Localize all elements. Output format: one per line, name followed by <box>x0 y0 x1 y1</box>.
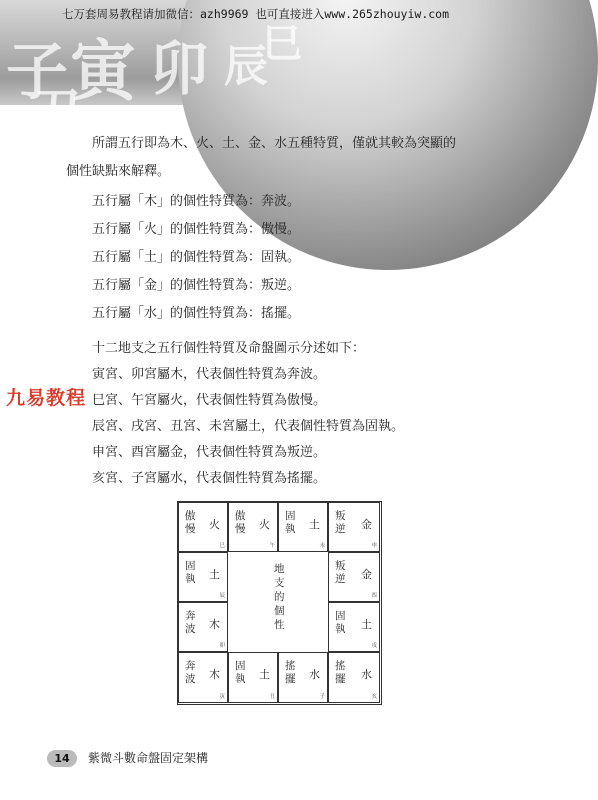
palace-yin <box>178 652 228 703</box>
palace-zi <box>278 652 328 703</box>
palace-trait: 叛逆 <box>335 510 346 535</box>
intro-line: 個性缺點來解釋。 <box>66 164 171 179</box>
element-line: 五行屬「火」的個性特質為：傲慢。 <box>92 222 301 237</box>
palace-trait: 傲慢 <box>235 510 246 535</box>
palace-element: 土 <box>209 568 220 581</box>
palace-element: 木 <box>209 618 220 631</box>
palace-wu <box>228 502 278 552</box>
branch-line: 寅宮、卯宮屬木，代表個性特質為奔波。 <box>92 367 327 382</box>
page-number: 14 <box>47 750 77 767</box>
palace-chen <box>178 552 228 602</box>
palace-element: 火 <box>259 518 270 531</box>
palace-branch: 子 <box>319 694 325 700</box>
branch-line: 申宮、酉宮屬金，代表個性特質為叛逆。 <box>92 445 327 460</box>
chart-center-label: 地支的個性 <box>274 563 285 631</box>
palace-trait: 叛逆 <box>335 560 346 585</box>
element-line: 五行屬「水」的個性特質為：搖擺。 <box>92 306 301 321</box>
palace-mao <box>178 602 228 652</box>
book-title: 紫微斗數命盤固定架構 <box>88 751 209 765</box>
palace-trait: 奔波 <box>185 660 196 685</box>
palace-trait: 傲慢 <box>185 510 196 535</box>
palace-branch: 未 <box>319 543 325 549</box>
element-line: 五行屬「金」的個性特質為：叛逆。 <box>92 278 301 293</box>
palace-element: 土 <box>361 618 372 631</box>
palace-trait: 搖擺 <box>285 660 296 685</box>
palace-element: 金 <box>361 568 372 581</box>
palace-branch: 申 <box>371 543 377 549</box>
palace-trait: 固執 <box>285 510 296 535</box>
banner-glyph: 丑 <box>32 82 86 146</box>
palace-branch: 巳 <box>219 543 225 549</box>
destiny-chart <box>177 501 382 705</box>
palace-branch: 丑 <box>269 694 275 700</box>
palace-trait: 搖擺 <box>335 660 346 685</box>
element-line: 五行屬「木」的個性特質為：奔波。 <box>92 194 301 209</box>
banner-glyph: 寅 <box>70 32 136 110</box>
palace-you <box>328 552 380 602</box>
palace-si <box>178 502 228 552</box>
palace-branch: 卯 <box>219 643 225 649</box>
banner-glyph: 子 <box>6 35 69 108</box>
palace-shen <box>328 502 380 552</box>
palace-branch: 戌 <box>371 643 377 649</box>
banner-glyph: 巳 <box>262 20 302 67</box>
intro-line: 所謂五行即為木、火、土、金、水五種特質，僅就其較為突顯的 <box>92 136 457 151</box>
palace-branch: 酉 <box>371 593 377 599</box>
palace-element: 水 <box>309 668 320 681</box>
palace-element: 木 <box>209 668 220 681</box>
palace-element: 火 <box>209 518 220 531</box>
branch-line: 辰宮、戌宮、丑宮、未宮屬土，代表個性特質為固執。 <box>92 419 405 434</box>
intro-paragraph <box>66 130 506 186</box>
palace-trait: 奔波 <box>185 610 196 635</box>
palace-trait: 固執 <box>185 560 196 585</box>
banner-glyph: 卯 <box>150 35 209 103</box>
branch-line: 巳宮、午宮屬火，代表個性特質為傲慢。 <box>92 393 327 408</box>
palace-element: 土 <box>309 518 320 531</box>
palace-element: 金 <box>361 518 372 531</box>
palace-branch: 亥 <box>371 694 377 700</box>
chart-center <box>228 552 331 654</box>
palace-element: 土 <box>259 668 270 681</box>
watermark-text: 七万套周易教程请加微信：azh9969 也可直接进入www.265zhouyiw.com <box>62 7 450 21</box>
palace-element: 水 <box>361 668 372 681</box>
palace-branch: 寅 <box>219 694 225 700</box>
palace-branch: 午 <box>269 543 275 549</box>
element-line: 五行屬「土」的個性特質為：固執。 <box>92 250 301 265</box>
palace-chou <box>228 652 278 703</box>
palace-branch: 辰 <box>219 593 225 599</box>
banner-glyph: 辰 <box>224 41 268 92</box>
overlay-logo: 九易教程 <box>6 387 87 409</box>
palace-trait: 固執 <box>235 660 246 685</box>
palace-trait: 固執 <box>335 610 346 635</box>
branches-intro: 十二地支之五行個性特質及命盤圖示分述如下： <box>92 341 366 356</box>
palace-wei <box>278 502 328 552</box>
palace-xu <box>328 602 380 652</box>
branch-line: 亥宮、子宮屬水，代表個性特質為搖擺。 <box>92 471 327 486</box>
palace-hai <box>328 652 380 703</box>
